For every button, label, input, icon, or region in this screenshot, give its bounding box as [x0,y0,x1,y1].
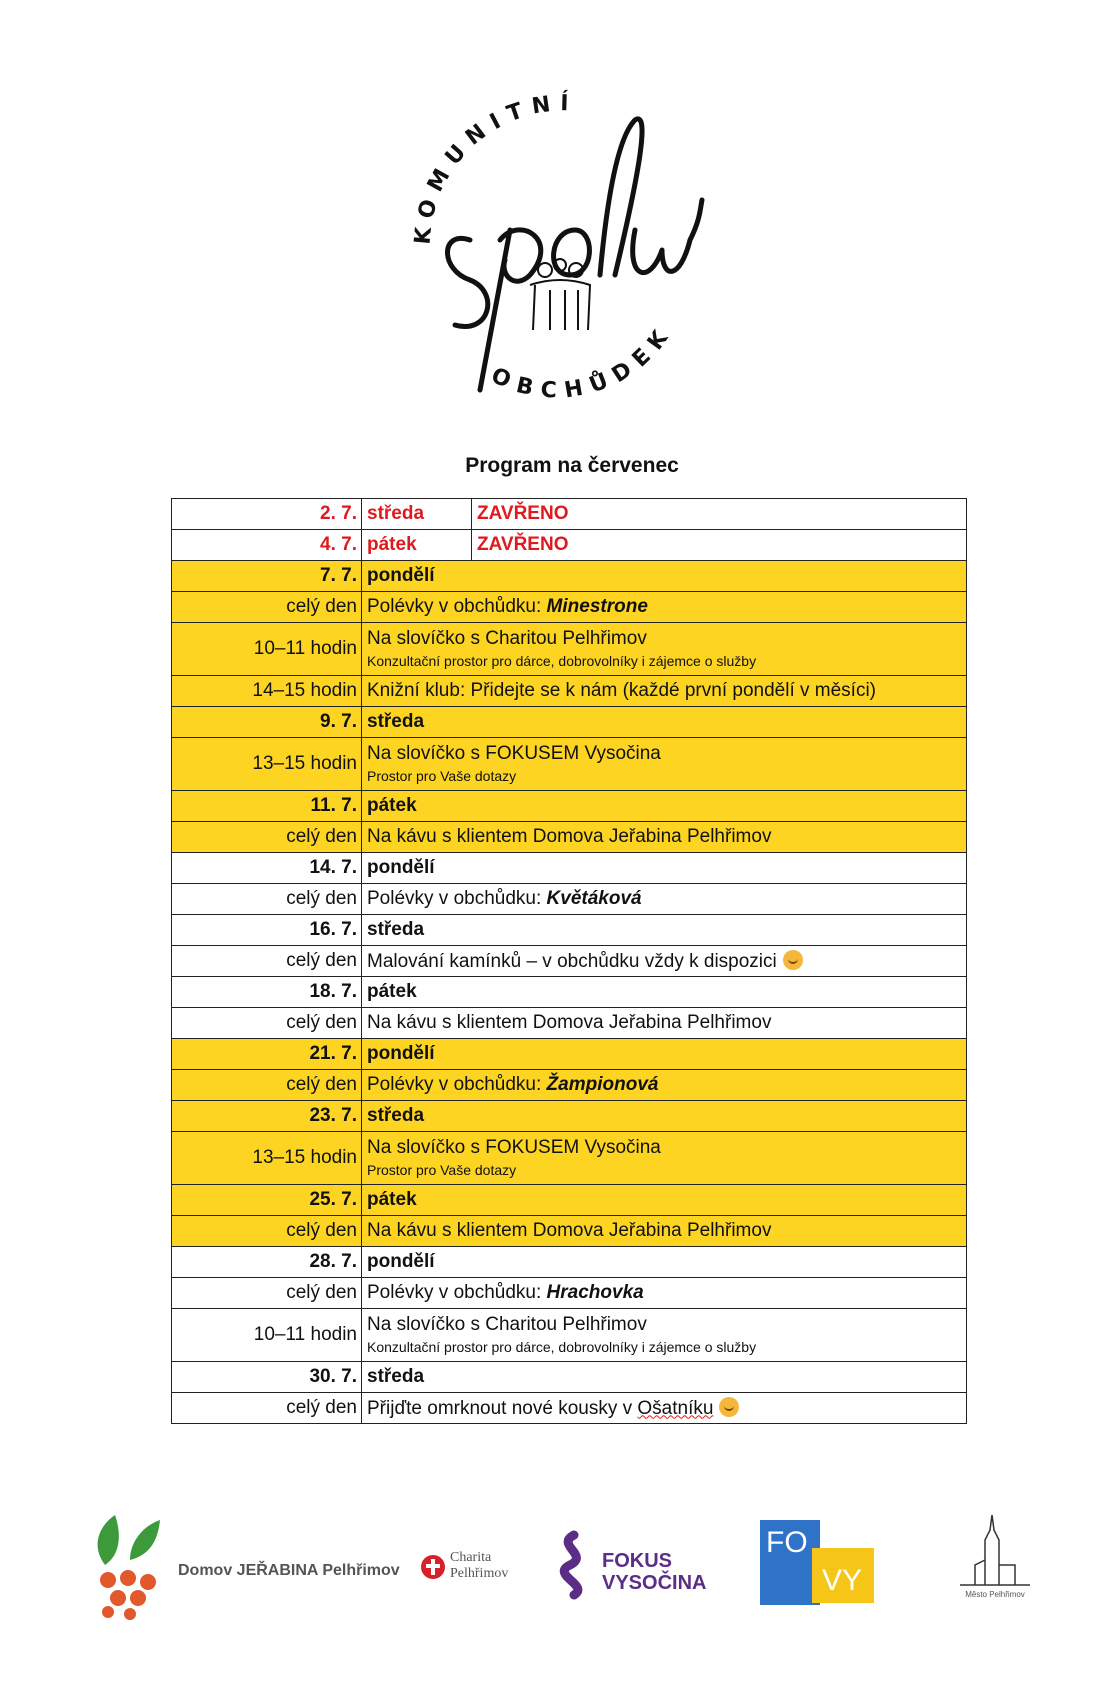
time-cell: celý den [172,592,362,623]
day-cell: středa [362,915,967,946]
program-row [172,853,967,884]
program-row [172,1216,967,1247]
fokus-figure-icon [550,1530,598,1600]
soup-name: Květáková [546,888,642,909]
day-cell: středa [362,1101,967,1132]
day-cell: pondělí [362,1039,967,1070]
event-cell [362,1309,967,1362]
date-cell: 18. 7. [172,977,362,1008]
event-cell [362,884,967,915]
date-cell: 28. 7. [172,1247,362,1278]
event-cell [362,623,967,676]
event-text: Polévky v obchůdku: [367,1282,547,1303]
smiley-icon [783,950,803,970]
date-cell: 21. 7. [172,1039,362,1070]
logo-top-text: KOMUNITNÍ [410,90,578,246]
charita-logo [420,1550,530,1600]
time-cell: celý den [172,946,362,977]
time-cell: celý den [172,1393,362,1424]
closed-cell: ZAVŘENO [472,530,967,561]
charita-logo-text: Charita Pelhřimov [450,1550,509,1581]
date-cell: 25. 7. [172,1185,362,1216]
program-row [172,791,967,822]
event-cell [362,592,967,623]
day-cell: středa [362,1362,967,1393]
time-cell: celý den [172,822,362,853]
svg-text:KOMUNITNÍ [411,90,578,245]
program-row [172,738,967,791]
event-text: Na slovíčko s FOKUSEM Vysočina [367,743,661,764]
town-logo [950,1510,1040,1610]
program-row [172,1362,967,1393]
event-text: Na slovíčko s FOKUSEM Vysočina [367,1137,661,1158]
program-row [172,530,967,561]
soup-name: Žampionová [546,1074,659,1095]
event-subtitle: Prostor pro Vaše dotazy [367,768,517,784]
time-cell: celý den [172,1008,362,1039]
time-cell: celý den [172,1278,362,1309]
osatnik-word: Ošatníku [637,1397,714,1419]
event-cell [362,822,967,853]
date-cell: 23. 7. [172,1101,362,1132]
time-cell: 10–11 hodin [172,1309,362,1362]
day-cell: pondělí [362,1247,967,1278]
event-text: Na slovíčko s Charitou Pelhřimov [367,1314,647,1335]
program-row [172,1101,967,1132]
day-cell: pondělí [362,561,967,592]
program-row [172,977,967,1008]
program-row [172,623,967,676]
day-cell: pátek [362,1185,967,1216]
program-row [172,1070,967,1101]
event-cell [362,1008,967,1039]
komunitni-spolu-obchudek-logo [400,80,730,410]
church-tower-icon [950,1510,1040,1590]
event-cell [362,676,967,707]
time-cell: 14–15 hodin [172,676,362,707]
fovy-logo-text-1: FO [766,1526,808,1559]
date-cell: 30. 7. [172,1362,362,1393]
date-cell: 4. 7. [172,530,362,561]
rowan-berries-icon [90,1510,170,1620]
event-cell [362,946,967,977]
soup-name: Hrachovka [546,1282,644,1303]
program-row [172,1278,967,1309]
program-row [172,676,967,707]
program-row [172,946,967,977]
day-cell: středa [362,499,472,530]
fovy-logo-text-2: VY [822,1564,863,1597]
day-cell: pátek [362,977,967,1008]
program-row [172,1039,967,1070]
event-cell [362,1132,967,1185]
program-row [172,1132,967,1185]
day-cell: středa [362,707,967,738]
program-row [172,1185,967,1216]
day-cell: pátek [362,530,472,561]
time-cell: 13–15 hodin [172,1132,362,1185]
time-cell: 13–15 hodin [172,738,362,791]
event-cell [362,738,967,791]
event-cell [362,1393,967,1424]
event-cell [362,1070,967,1101]
event-subtitle: Prostor pro Vaše dotazy [367,1162,517,1178]
program-row [172,822,967,853]
soup-name: Minestrone [546,596,648,617]
program-row [172,592,967,623]
event-text: Polévky v obchůdku: [367,1074,547,1095]
date-cell: 14. 7. [172,853,362,884]
event-text: Malování kamínků – v obchůdku vždy k dispozici [367,950,777,972]
smiley-icon [719,1397,739,1417]
time-cell: celý den [172,884,362,915]
date-cell: 16. 7. [172,915,362,946]
program-row [172,915,967,946]
program-table [171,498,967,1424]
event-text: Na kávu s klientem Domova Jeřabina Pelhřimov [367,826,772,847]
event-subtitle: Konzultační prostor pro dárce, dobrovolníky i zájemce o služby [367,1339,757,1355]
event-text: Na slovíčko s Charitou Pelhřimov [367,628,647,649]
event-text: Knižní klub: Přidejte se k nám (každé první pondělí v měsíci) [367,680,877,701]
event-cell [362,1216,967,1247]
town-logo-text: Město Pelhřimov [965,1590,1025,1599]
date-cell: 2. 7. [172,499,362,530]
closed-cell: ZAVŘENO [472,499,967,530]
program-row [172,1309,967,1362]
event-text: Na kávu s klientem Domova Jeřabina Pelhřimov [367,1220,772,1241]
program-row [172,1393,967,1424]
program-row [172,884,967,915]
date-cell: 11. 7. [172,791,362,822]
day-cell: pátek [362,791,967,822]
program-row [172,561,967,592]
day-cell: pondělí [362,853,967,884]
charita-cross-icon [420,1554,446,1580]
program-row [172,707,967,738]
event-cell [362,1278,967,1309]
jerabina-logo [90,1510,400,1620]
time-cell: 10–11 hodin [172,623,362,676]
logo-bottom-text: OBCHŮDEK [487,319,679,404]
date-cell: 9. 7. [172,707,362,738]
program-row [172,499,967,530]
jerabina-logo-text: Domov JEŘABINA Pelhřimov [178,1562,400,1579]
sponsor-logos [80,1500,1070,1630]
event-text: Polévky v obchůdku: [367,888,547,909]
event-text: Na kávu s klientem Domova Jeřabina Pelhřimov [367,1012,772,1033]
event-subtitle: Konzultační prostor pro dárce, dobrovolníky i zájemce o služby [367,653,757,669]
date-cell: 7. 7. [172,561,362,592]
time-cell: celý den [172,1070,362,1101]
program-row [172,1008,967,1039]
event-text: Přijďte omrknout nové kousky v [367,1397,638,1419]
program-row [172,1247,967,1278]
svg-text:OBCHŮDEK [487,319,678,403]
time-cell: celý den [172,1216,362,1247]
fokus-logo [550,1530,710,1610]
page-title: Program na červenec [465,454,679,477]
fovy-logo [760,1520,880,1605]
event-text: Polévky v obchůdku: [367,596,547,617]
fokus-logo-text: FOKUS VYSOČINA [602,1550,707,1594]
